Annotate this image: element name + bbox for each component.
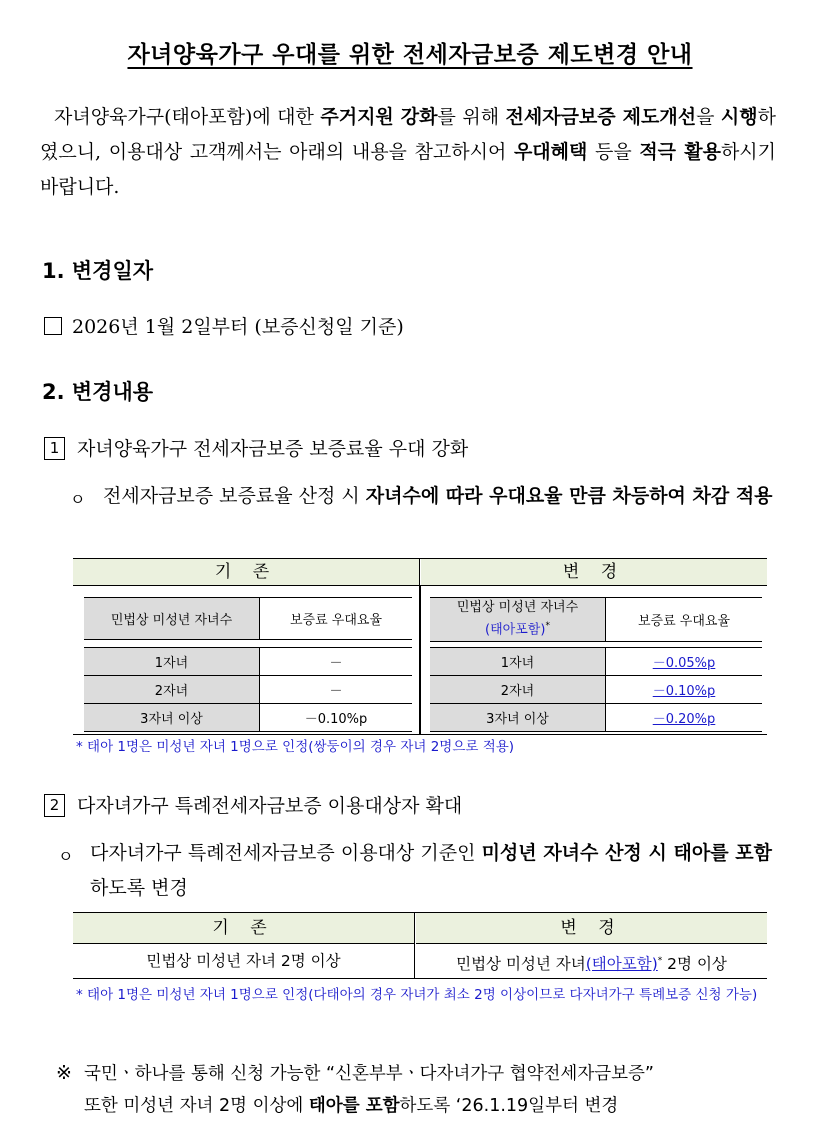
table-row: 2자녀 －0.10%p — [430, 676, 762, 704]
footnote-1: * 태아 1명은 미성년 자녀 1명으로 인정(쌍둥이의 경우 자녀 2명으로 적용) — [76, 739, 515, 755]
bullet-icon: ㅇ — [70, 490, 86, 509]
checkbox-square-icon — [44, 317, 62, 335]
table-header-old: 기 존 — [73, 559, 420, 586]
section1-heading: 1. 변경일자 — [42, 259, 154, 283]
table-divider — [419, 585, 421, 734]
col-header-kids-new: 민법상 미성년 자녀수 (태아포함)* — [430, 598, 606, 642]
table-row: 3자녀 이상 －0.20%p — [430, 704, 762, 732]
new-criteria: 민법상 미성년 자녀(태아포함)* 2명 이상 — [456, 955, 727, 974]
section2-heading: 2. 변경내용 — [42, 380, 154, 404]
col-header-kids: 민법상 미성년 자녀수 — [84, 598, 260, 640]
intro-paragraph: 자녀양육가구(태아포함)에 대한 주거지원 강화를 위해 전세자금보증 제도개선을 시행하였으니, 이용대상 고객께서는 아래의 내용을 참고하시어 우대혜택 등을 적극 활용하시기 바랍니다. — [40, 106, 777, 198]
subsection1-text: 전세자금보증 보증료율 산정 시 자녀수에 따라 우대요율 만큼 차등하여 차감 적용 — [103, 485, 773, 507]
table-row: 3자녀 이상 －0.10%p — [84, 704, 412, 732]
subsection2-title: 2 다자녀가구 특례전세자금보증 이용대상자 확대 — [44, 791, 462, 818]
table-header-new: 변 경 — [416, 913, 767, 944]
new-rate-table — [430, 597, 762, 732]
change-date-item: 2026년 1월 2일부터 (보증신청일 기준) — [44, 312, 404, 339]
old-criteria: 민법상 미성년 자녀 2명 이상 — [73, 944, 415, 978]
old-rate-table — [84, 597, 412, 732]
number-box-1: 1 — [44, 437, 65, 460]
footer-note: 국민ㆍ하나를 통해 신청 가능한 “신혼부부ㆍ다자녀가구 협약전세자금보증” 또한 미성년 자녀 2명 이상에 태아를 포함하도록 ‘26.1.19일부터 변경 — [84, 1064, 654, 1116]
col-header-rate-new: 보증료 우대요율 — [606, 598, 763, 642]
bullet-icon: ㅇ — [58, 847, 74, 866]
table-row: 2자녀 － — [84, 676, 412, 704]
table-header-old: 기 존 — [73, 913, 415, 944]
eligibility-table — [73, 912, 767, 979]
col-header-rate: 보증료 우대요율 — [260, 598, 413, 640]
footnote-2: * 태아 1명은 미성년 자녀 1명으로 인정(다태아의 경우 자녀가 최소 2명 이상이므로 다자녀가구 특례보증 신청 가능) — [76, 987, 758, 1003]
subsection2-text: 다자녀가구 특례전세자금보증 이용대상 기준인 미성년 자녀수 산정 시 태아를 포함하도록 변경 — [90, 842, 772, 899]
table-row: 1자녀 － — [84, 648, 412, 676]
table-header-new: 변 경 — [421, 559, 767, 586]
subsection1-title: 1 자녀양육가구 전세자금보증 보증료율 우대 강화 — [44, 434, 468, 461]
number-box-2: 2 — [44, 794, 65, 817]
page-title: 자녀양육가구 우대를 위한 전세자금보증 제도변경 안내 — [127, 42, 693, 68]
reference-mark-icon: ※ — [56, 1062, 72, 1084]
table-row: 1자녀 －0.05%p — [430, 648, 762, 676]
